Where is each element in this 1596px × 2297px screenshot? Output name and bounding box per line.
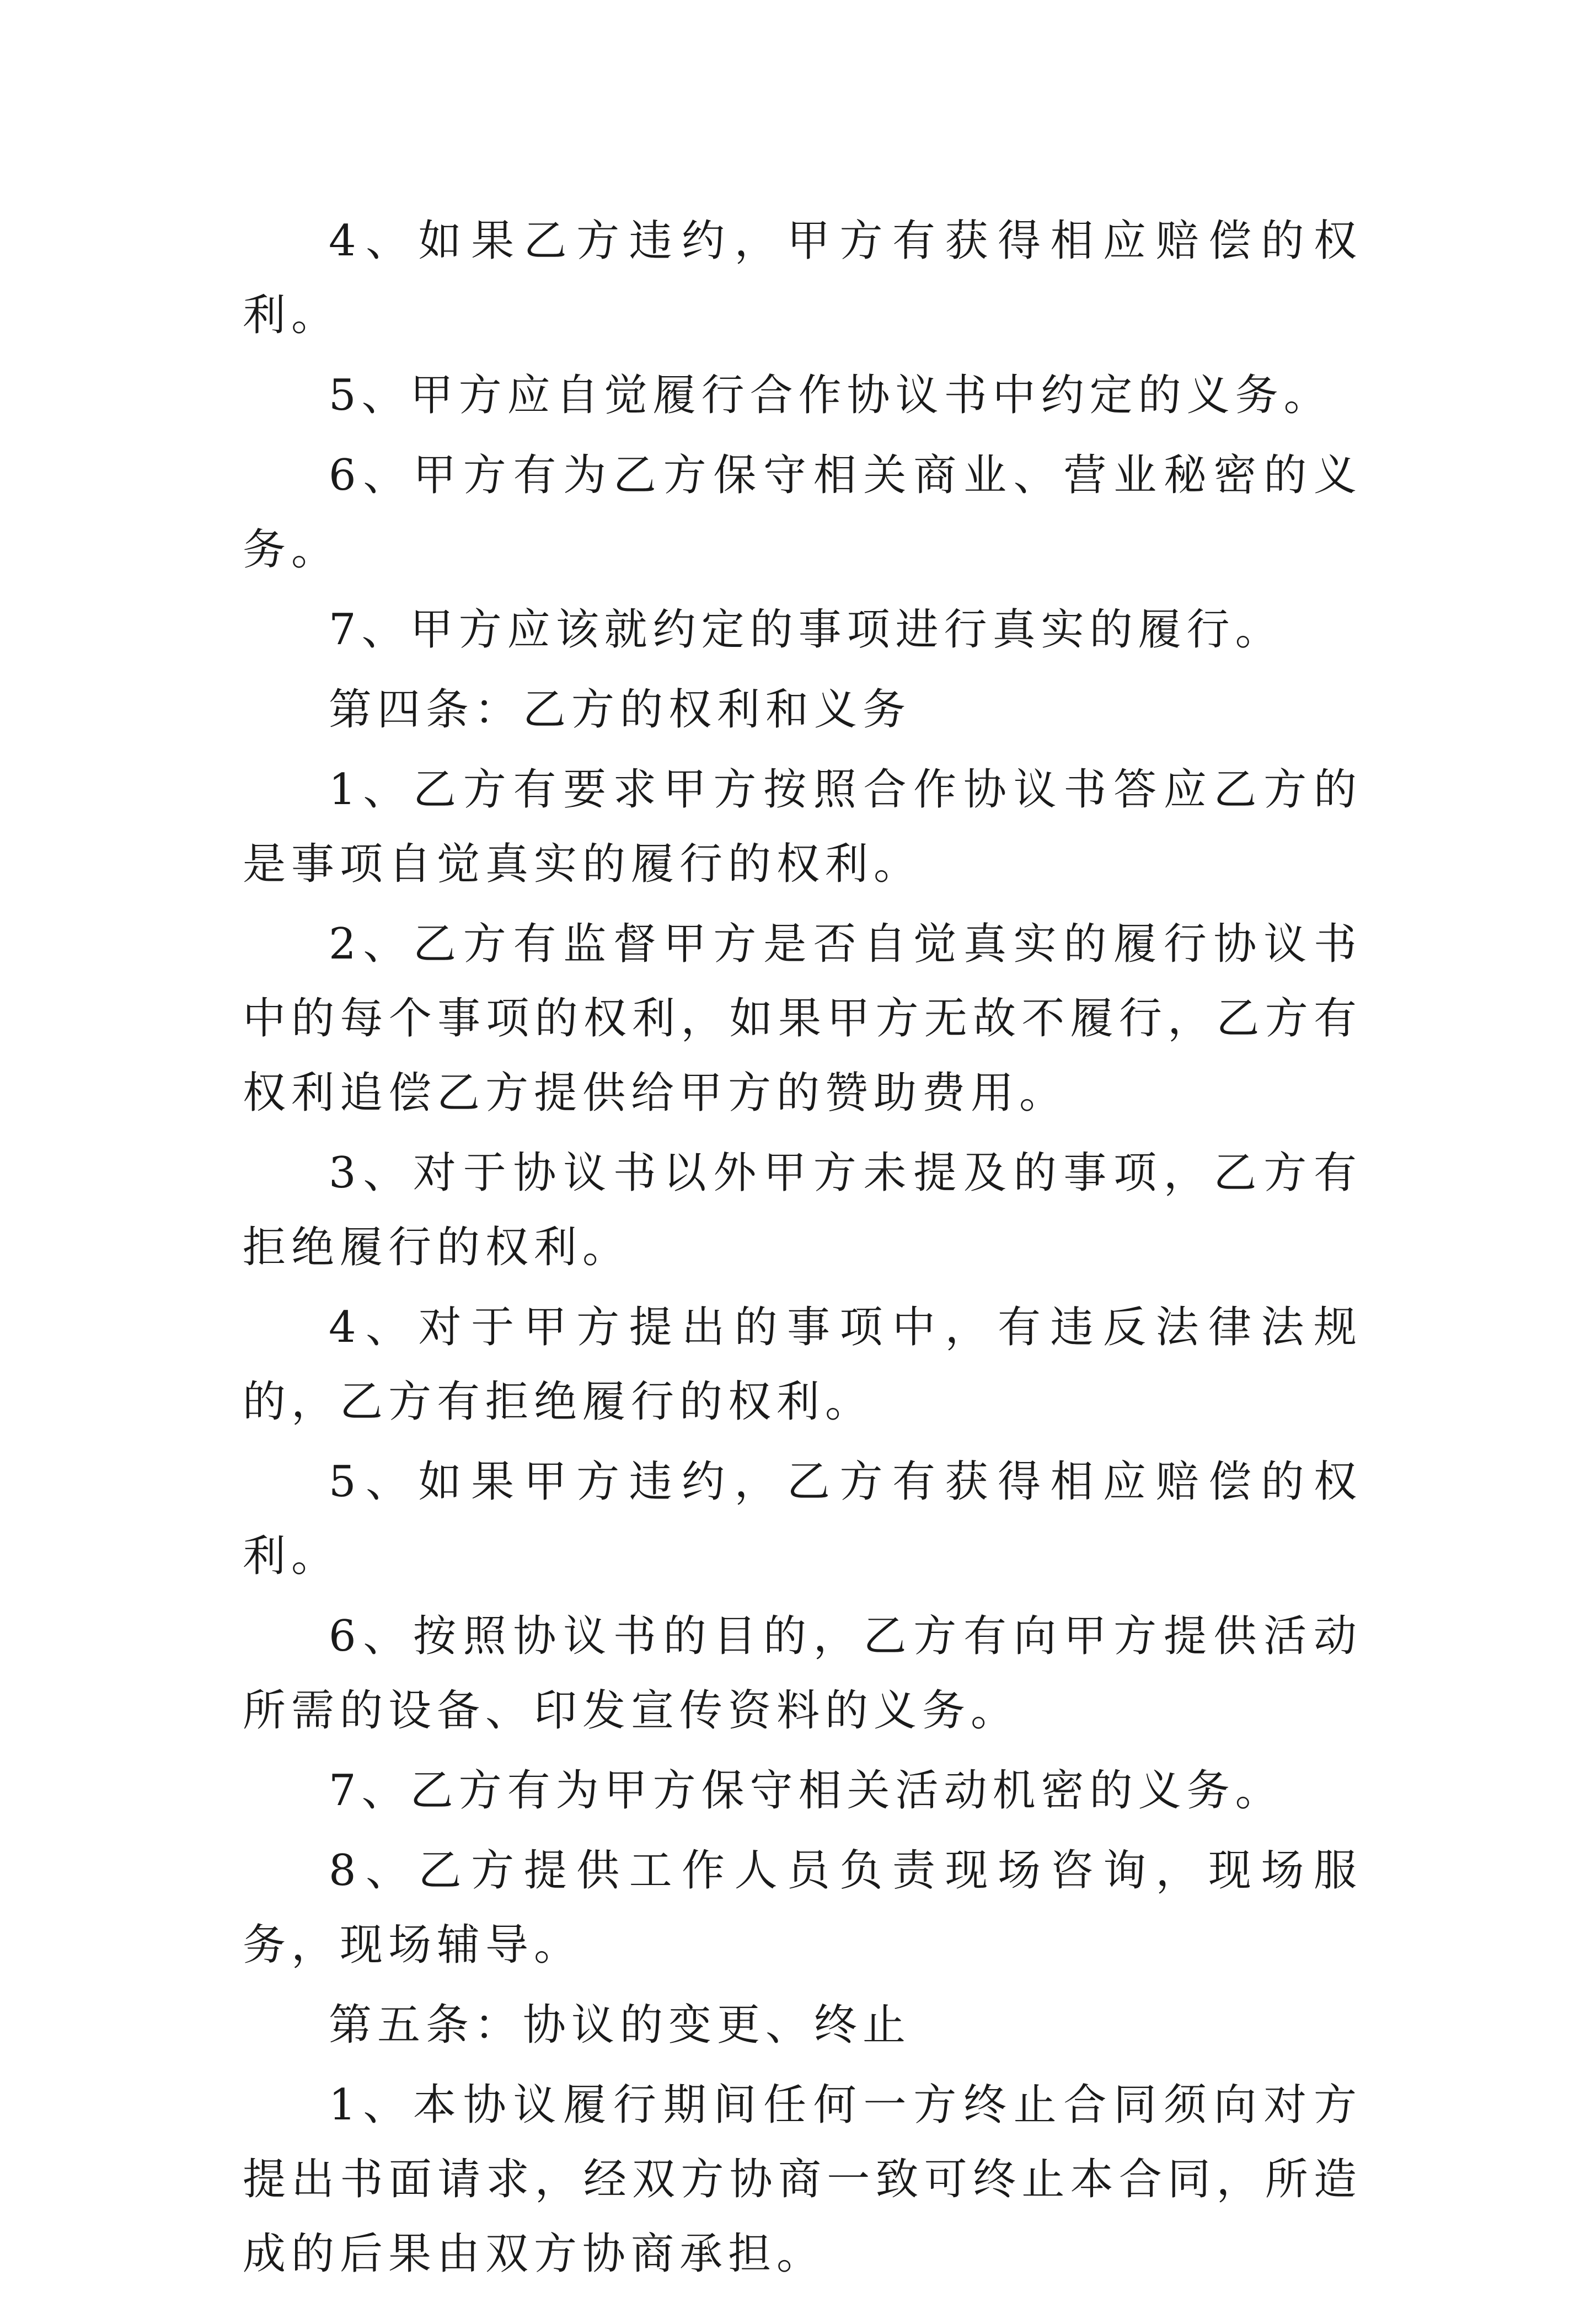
section-heading: 第五条：协议的变更、终止	[329, 2000, 912, 2050]
clause-paragraph: 6、按照协议书的目的，乙方有向甲方提供活动所需的设备、印发宣传资料的义务。	[243, 1611, 1362, 1736]
clause-paragraph: 3、对于协议书以外甲方未提及的事项，乙方有拒绝履行的权利。	[243, 1148, 1362, 1272]
clause-paragraph: 5、如果甲方违约，乙方有获得相应赔偿的权利。	[243, 1457, 1362, 1581]
clause-paragraph: 1、本协议履行期间任何一方终止合同须向对方提出书面请求，经双方协商一致可终止本合同，所造成的后果由双方协商承担。	[243, 2080, 1362, 2279]
clause-paragraph: 7、乙方有为甲方保守相关活动机密的义务。	[329, 1766, 1284, 1816]
section-heading: 第四条：乙方的权利和义务	[329, 685, 912, 735]
clause-paragraph: 1、乙方有要求甲方按照合作协议书答应乙方的是事项自觉真实的履行的权利。	[243, 765, 1362, 889]
clause-paragraph: 4、对于甲方提出的事项中，有违反法律法规的，乙方有拒绝履行的权利。	[243, 1303, 1362, 1427]
clause-paragraph: 8、乙方提供工作人员负责现场咨询，现场服务，现场辅导。	[243, 1846, 1362, 1970]
document-body	[243, 204, 1362, 2297]
clause-paragraph: 6、甲方有为乙方保守相关商业、营业秘密的义务。	[243, 451, 1362, 575]
clause-paragraph: 7、甲方应该就约定的事项进行真实的履行。	[329, 605, 1284, 655]
clause-paragraph: 4、如果乙方违约，甲方有获得相应赔偿的权利。	[243, 216, 1362, 340]
clause-paragraph: 2、乙方有监督甲方是否自觉真实的履行协议书中的每个事项的权利，如果甲方无故不履行，乙方有权利追偿乙方提供给甲方的赞助费用。	[243, 919, 1362, 1118]
clause-paragraph: 5、甲方应自觉履行合作协议书中约定的义务。	[329, 371, 1332, 420]
